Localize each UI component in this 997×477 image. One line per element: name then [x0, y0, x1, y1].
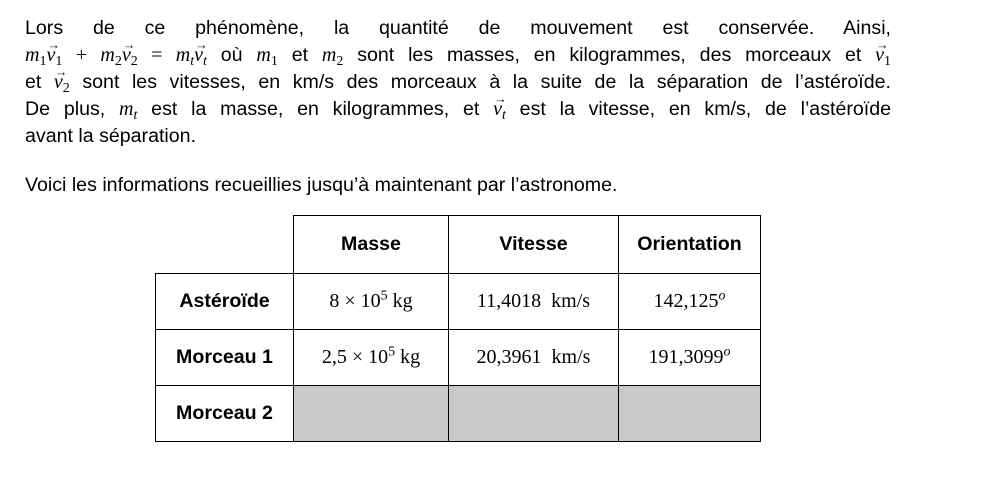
cell-masse: $2,5 \times 10^5$ kg [294, 330, 449, 386]
intro-line-5: avant la séparation. [25, 125, 197, 147]
header-orientation: Orientation [619, 216, 761, 274]
mt-symbol: $m_t$ [119, 98, 138, 123]
v1-symbol: → $v_1$ [875, 44, 891, 66]
row-label: Morceau 1 [156, 330, 294, 386]
cell-orientation: 142,125$^o$ [619, 274, 761, 330]
table-row [156, 330, 761, 386]
m1-symbol: $m_1$ [256, 44, 278, 69]
intro-line-4: De plus, $m_t$ est la masse, en kilogrammes, et → $v_t$ est la vitesse, en km/s, de l’astéroïde [25, 96, 891, 123]
momentum-equation: $m_1\to v_1 + m_2\to v_2 = m_t\to v_t$ [25, 44, 207, 66]
vt-symbol: → $v_t$ [493, 98, 506, 120]
cell-vitesse: 11,4018 km/s [449, 274, 619, 330]
cell-masse: $8 \times 10^5$ kg [294, 274, 449, 330]
table-header-row [156, 216, 761, 274]
cell-vitesse-empty [449, 386, 619, 442]
cell-orientation-empty [619, 386, 761, 442]
intro-line-2: $m_1\to v_1 + m_2\to v_2 = m_t\to v_t$ où $m_1$ et $m_2$ sont les masses, en kilogrammes, des morceaux et → $v_1$ [25, 42, 891, 69]
asteroid-data-table [155, 215, 761, 442]
table-row [156, 274, 761, 330]
row-label: Morceau 2 [156, 386, 294, 442]
cell-masse-empty [294, 386, 449, 442]
v2-symbol: → $v_2$ [54, 71, 70, 93]
info-sentence: Voici les informations recueillies jusqu’à maintenant par l’astronome. [25, 174, 618, 196]
cell-orientation: 191,3099$^o$ [619, 330, 761, 386]
intro-line-1: Lors de ce phénomène, la quantité de mouvement est conservée. Ainsi, [25, 17, 891, 39]
row-label: Astéroïde [156, 274, 294, 330]
table-row [156, 386, 761, 442]
m2-symbol: $m_2$ [321, 44, 344, 69]
header-vitesse: Vitesse [449, 216, 619, 274]
table-corner-cell [156, 216, 294, 274]
cell-vitesse: 20,3961 km/s [449, 330, 619, 386]
header-masse: Masse [294, 216, 449, 274]
intro-paragraph [25, 15, 891, 150]
intro-line-3: et → $v_2$ sont les vitesses, en km/s des morceaux à la suite de la séparation de l’astéroïde. [25, 69, 891, 96]
